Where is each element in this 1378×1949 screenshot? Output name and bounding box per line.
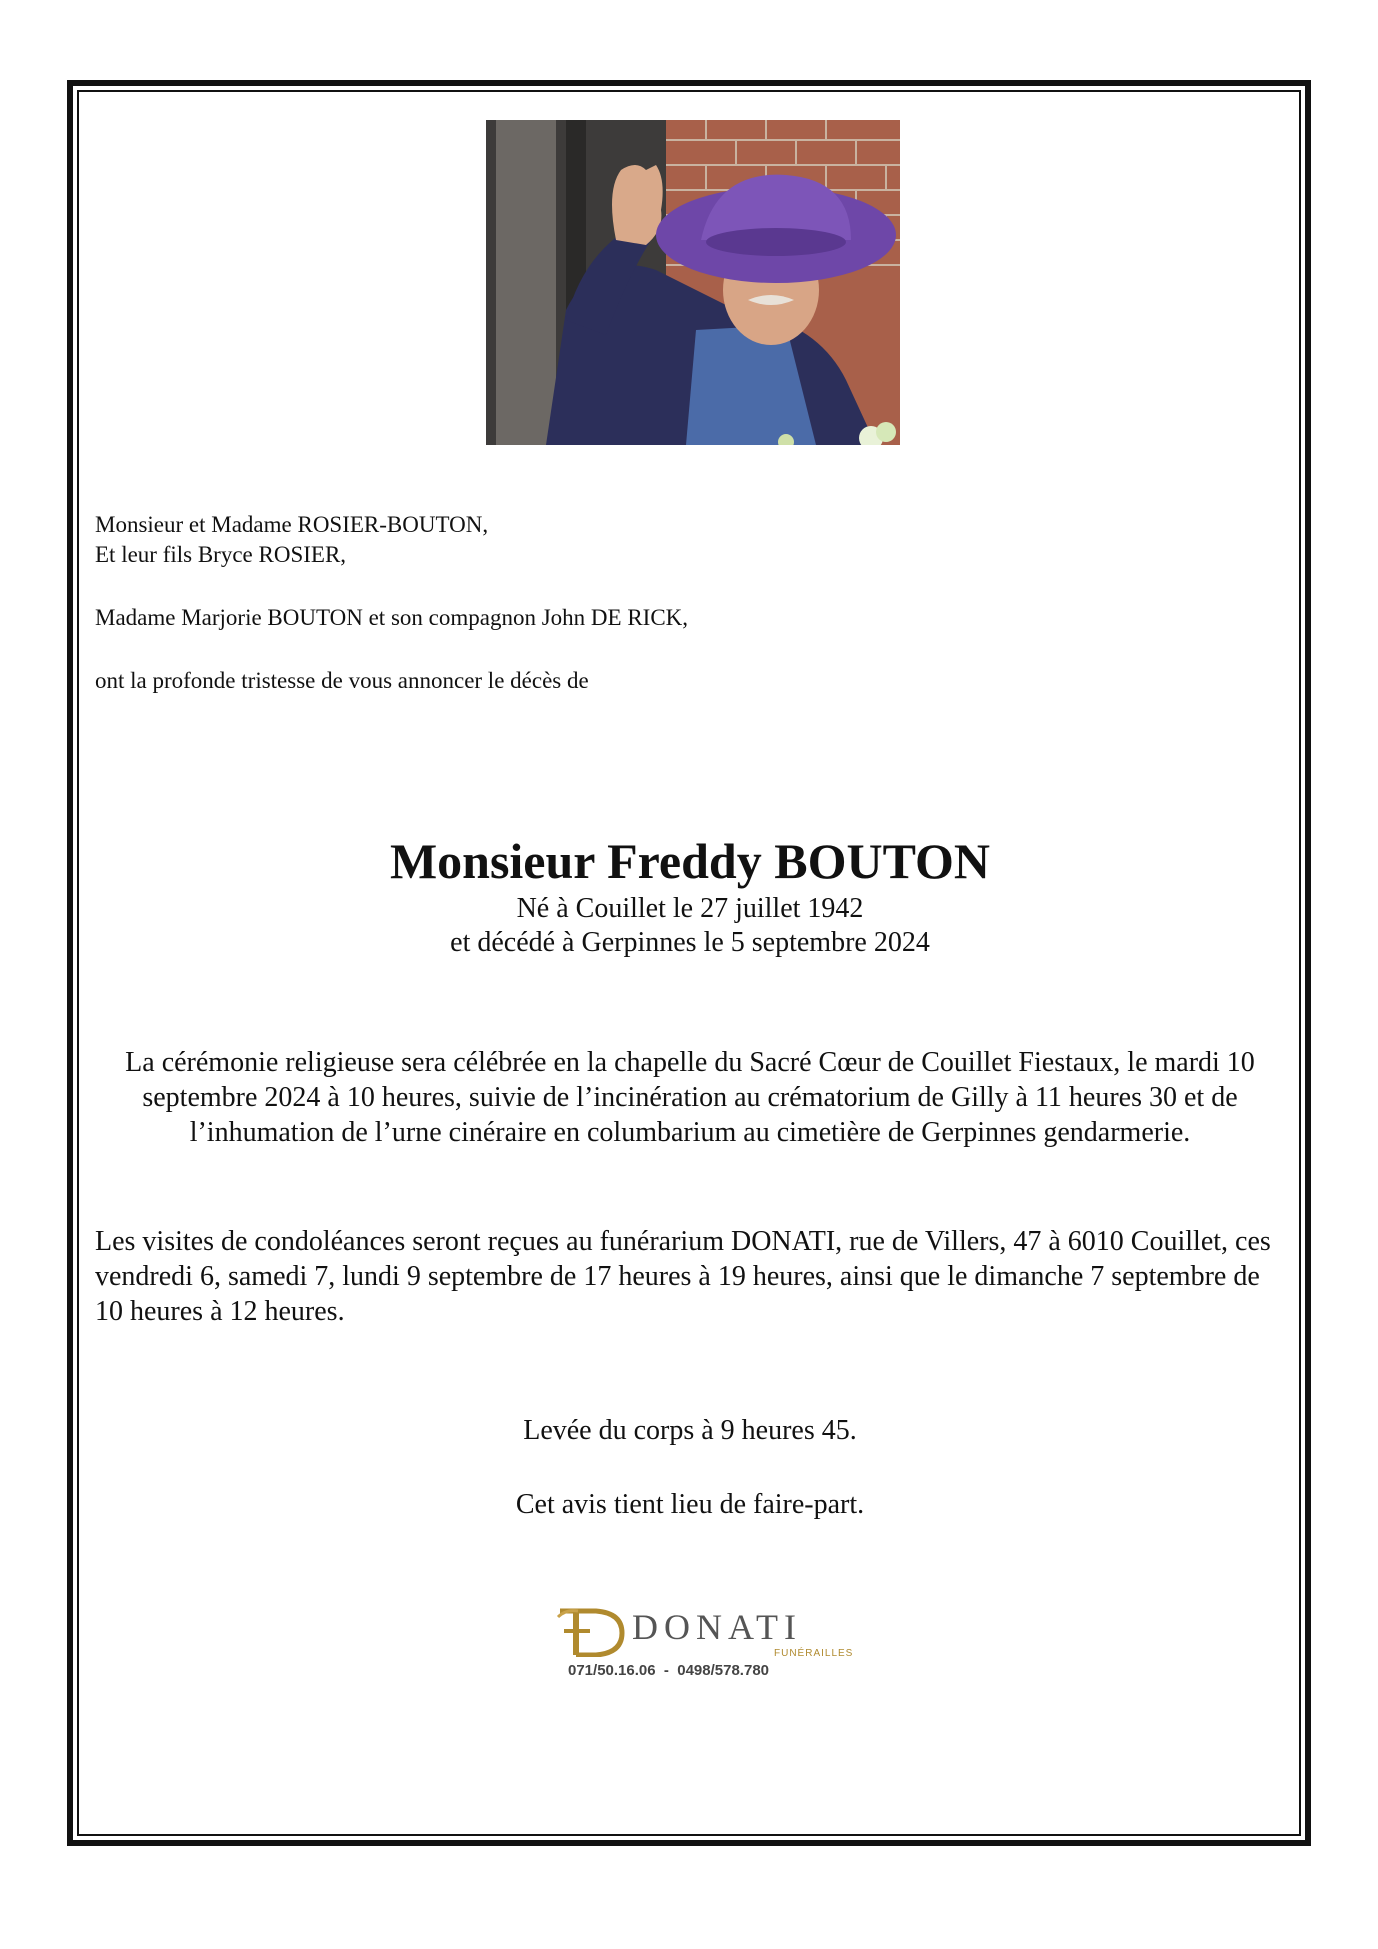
donati-logo: [556, 1605, 854, 1685]
death-line: et décédé à Gerpinnes le 5 septembre 2024: [450, 927, 930, 958]
donati-logo-mark-icon: [556, 1605, 626, 1657]
deceased-name: Monsieur Freddy BOUTON: [389, 833, 991, 889]
family-line-1: Monsieur et Madame ROSIER-BOUTON,: [95, 512, 489, 537]
family-line-2: Et leur fils Bryce ROSIER,: [95, 542, 347, 567]
family-line-3: Madame Marjorie BOUTON et son compagnon John DE RICK,: [95, 605, 689, 630]
levee-text: Levée du corps à 9 heures 45.: [523, 1415, 857, 1446]
visits-text: Les visites de condoléances seront reçues au funérarium DONATI, rue de Villers, 47 à 6010 Couillet, ces vendredi 6, samedi 7, lundi 9 septembre de 17 heures à 19 heures, ainsi que le dimanche 7 septembre de 10 heures à 12 heures.: [95, 1226, 1271, 1327]
notice-text: Cet avis tient lieu de faire-part.: [515, 1489, 865, 1520]
portrait-photo: [486, 120, 900, 445]
family-line-4: ont la profonde tristesse de vous annoncer le décès de: [95, 668, 589, 693]
donati-subtitle: FUNÉRAILLES: [774, 1648, 854, 1659]
family-announcement: [95, 510, 1275, 696]
donati-wordmark: DONATI: [632, 1607, 802, 1647]
deceased-block: [95, 830, 1285, 960]
birth-line: Né à Couillet le 27 juillet 1942: [516, 893, 864, 924]
ceremony-text: La cérémonie religieuse sera célébrée en la chapelle du Sacré Cœur de Couillet Fiestaux, le mardi 10 septembre 2024 à 10 heures, suivie de l’incinération au crématorium de Gilly à 11 heures 30 et de l’inhumation de l’urne cinéraire en columbarium au cimetière de Gerpinnes gendarmerie.: [125, 1047, 1255, 1148]
phone-numbers: 071/50.16.06 - 0498/578.780: [568, 1662, 770, 1679]
